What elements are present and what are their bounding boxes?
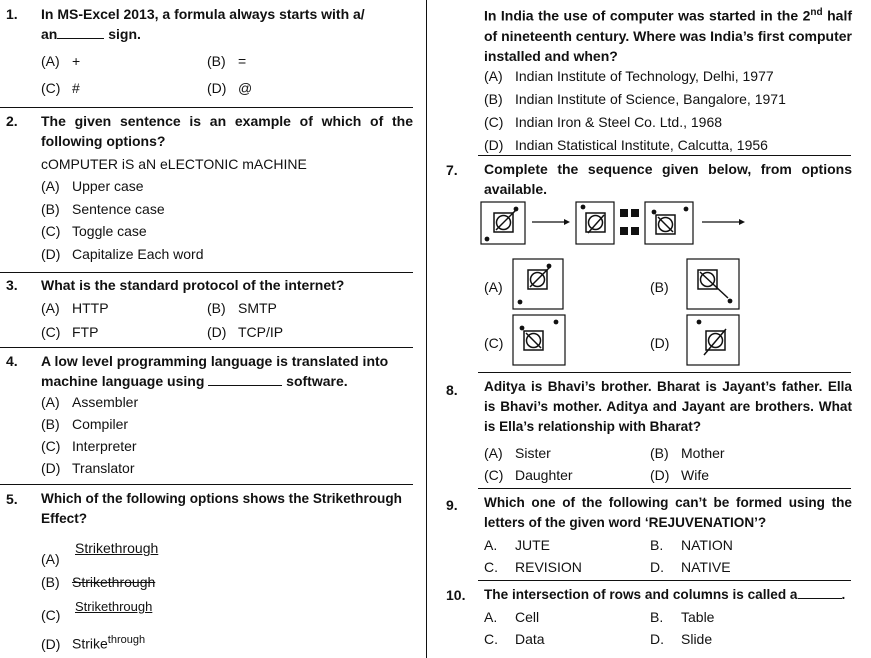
option-d[interactable]: (D) Translator [41,460,135,476]
question-text: Which of the following options shows the Strikethrough Effect? [41,491,402,526]
question-text: Aditya is Bhavi’s brother. Bharat is Jayant’s father. Ella is Bhavi’s mother. Aditya and Jayant are brothers. What is Ella’s relationship with Bharat? [484,379,852,434]
sequence-figure [480,201,750,251]
option-a[interactable]: (A) Indian Institute of Technology, Delhi, 1977 [484,68,774,84]
option-c[interactable]: (C) Toggle case [41,223,147,239]
option-b[interactable]: (B) Mother [650,445,725,461]
option-a-figure[interactable] [512,258,564,310]
option-b[interactable]: (B) Indian Institute of Science, Bangalore, 1971 [484,91,786,107]
option-c[interactable]: (C) [484,335,504,351]
question-5 [0,485,415,658]
option-c[interactable]: (C) Interpreter [41,438,137,454]
option-a[interactable]: A. JUTE [484,537,550,553]
question-text: Complete the sequence given below, from options available. [484,161,852,197]
question-3 [0,273,415,348]
question-number: 1. [6,6,18,22]
question-text: In India the use of computer was started in the 2nd half of nineteenth century. Where was India’s first computer installed and when? [484,7,852,64]
option-a[interactable]: (A) Upper case [41,178,144,194]
option-b[interactable]: (B) Compiler [41,416,129,432]
question-4 [0,348,415,485]
question-6 [440,0,871,156]
question-number: 3. [6,277,18,293]
figure-1 [481,202,525,244]
double-colon-symbol [620,209,639,235]
option-b[interactable]: B. NATION [650,537,733,553]
option-d[interactable]: (D) Wife [650,467,709,483]
question-number: 8. [446,382,458,398]
option-b[interactable]: (B) Sentence case [41,201,165,217]
answer-blank [798,586,842,599]
question-text: A low level programming language is translated into machine language using software. [41,353,389,389]
option-a[interactable]: A. Cell [484,609,540,625]
option-a[interactable]: (A) + [41,53,81,69]
question-number: 5. [6,491,18,507]
option-d[interactable]: (D) Capitalize Each word [41,246,204,262]
option-c[interactable]: (C) # [41,80,80,96]
question-text: The intersection of rows and columns is called a . [484,587,846,602]
option-c[interactable]: (C) Daughter [484,467,573,483]
option-d[interactable]: D. Slide [650,631,713,647]
question-7 [440,156,871,372]
answer-blank [57,26,104,39]
answer-blank [208,373,282,386]
question-number: 10. [446,587,466,603]
option-d[interactable]: (D) @ [207,80,253,96]
option-d[interactable]: (D) Strike$^{through}$ [41,634,146,652]
option-b[interactable]: B. Table [650,609,715,625]
option-a[interactable]: (A) Sister [484,445,551,461]
question-text: What is the standard protocol of the internet? [41,277,345,293]
option-a-text: Strikethrough [75,540,159,556]
option-c-figure[interactable] [512,314,566,366]
option-c[interactable]: C. REVISION [484,559,582,575]
question-9 [440,489,871,581]
question-number: 2. [6,113,18,129]
option-c[interactable]: C. Data [484,631,545,647]
option-c[interactable]: (C) Indian Iron & Steel Co. Ltd., 1968 [484,114,723,130]
option-b[interactable]: (B) [650,279,669,295]
option-c[interactable]: (C) FTP [41,324,99,340]
option-b-figure[interactable] [686,258,740,310]
question-number: 4. [6,353,18,369]
option-c-text: Strikethrough [75,599,153,614]
option-a[interactable]: (A) HTTP [41,300,109,316]
question-2 [0,108,415,273]
option-b[interactable]: (B) Strikethrough [41,574,156,590]
option-b[interactable]: (B) = [207,53,247,69]
question-text: In MS-Excel 2013, a formula always starts with a/ an sign. [41,6,365,42]
question-number: 9. [446,497,458,513]
question-10 [440,581,871,658]
option-d[interactable]: (D) TCP/IP [207,324,284,340]
right-column [440,0,871,658]
question-1 [0,0,415,108]
option-a[interactable]: (A) Assembler [41,394,139,410]
figure-2 [576,202,614,244]
option-d[interactable]: (D) Indian Statistical Institute, Calcutta, 1956 [484,137,768,153]
column-divider [426,0,427,658]
option-a[interactable]: (A) [484,279,503,295]
option-d[interactable]: (D) [650,335,670,351]
figure-3 [645,202,693,244]
example-sentence: cOMPUTER iS aN eLECTONIC mACHINE [41,156,307,172]
question-text: Which one of the following can’t be formed using the letters of the given word ‘REJUVENATION’? [484,495,852,530]
option-c[interactable]: (C) [41,607,61,623]
option-d[interactable]: D. NATIVE [650,559,731,575]
option-a[interactable]: (A) [41,551,60,567]
question-number: 7. [446,162,458,178]
option-d-figure[interactable] [686,314,740,366]
left-column [0,0,415,658]
question-text: The given sentence is an example of which of the following options? [41,113,413,149]
option-b[interactable]: (B) SMTP [207,300,277,316]
question-8 [440,373,871,489]
